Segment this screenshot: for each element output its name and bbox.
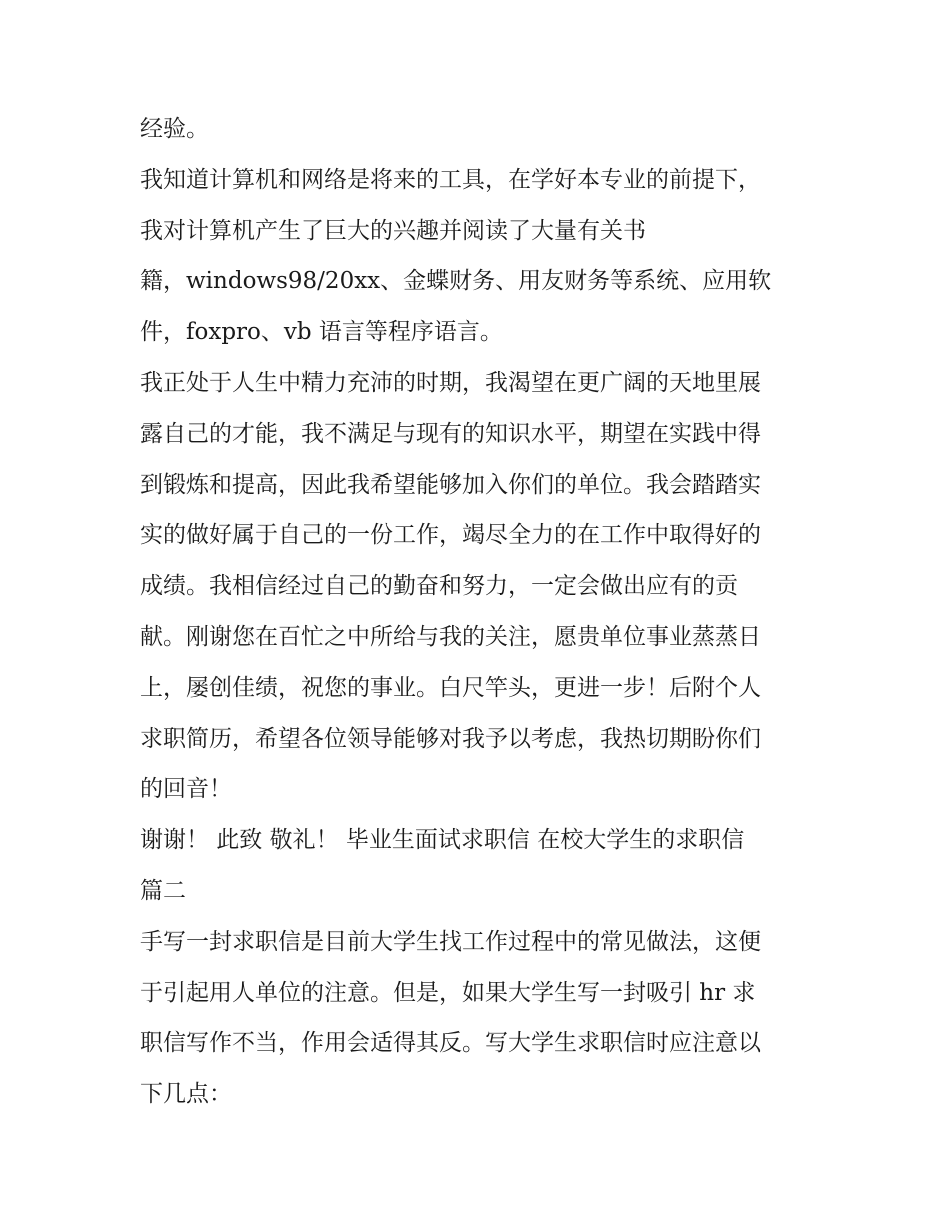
text-line: 求职简历，希望各位领导能够对我予以考虑，我热切期盼你们	[140, 725, 761, 752]
body-text	[140, 104, 830, 1120]
text-line: 实的做好属于自己的一份工作，竭尽全力的在工作中取得好的	[140, 522, 761, 549]
text-line: 我对计算机产生了巨大的兴趣并阅读了大量有关书	[140, 217, 646, 244]
text-line: 职信写作不当，作用会适得其反。写大学生求职信时应注意以	[140, 1030, 761, 1057]
text-line: 下几点：	[140, 1081, 232, 1108]
text-line: 篇二	[140, 877, 186, 904]
text-line: 露自己的才能，我不满足与现有的知识水平，期望在实践中得	[140, 420, 761, 447]
text-line: 成绩。我相信经过自己的勤奋和努力，一定会做出应有的贡	[140, 573, 738, 600]
text-line: 我正处于人生中精力充沛的时期，我渴望在更广阔的天地里展	[140, 369, 761, 396]
text-line: 于引起用人单位的注意。但是，如果大学生写一封吸引 hr 求	[140, 979, 756, 1006]
text-line: 上，屡创佳绩，祝您的事业。白尺竿头，更进一步！后附个人	[140, 674, 761, 701]
text-line: 我知道计算机和网络是将来的工具，在学好本专业的前提下，	[140, 166, 761, 193]
text-line: 手写一封求职信是目前大学生找工作过程中的常见做法，这便	[140, 928, 761, 955]
text-line: 件，foxpro、vb 语言等程序语言。	[140, 319, 503, 346]
text-line: 献。刚谢您在百忙之中所给与我的关注，愿贵单位事业蒸蒸日	[140, 623, 761, 650]
text-line: 经验。	[140, 116, 209, 142]
text-line: 籍，windows98/20xx、金蝶财务、用友财务等系统、应用软	[140, 268, 772, 295]
text-line: 到锻炼和提高，因此我希望能够加入你们的单位。我会踏踏实	[140, 471, 761, 498]
text-line: 的回音！	[140, 776, 232, 803]
text-line: 谢谢！ 此致 敬礼！ 毕业生面试求职信 在校大学生的求职信	[140, 827, 745, 854]
